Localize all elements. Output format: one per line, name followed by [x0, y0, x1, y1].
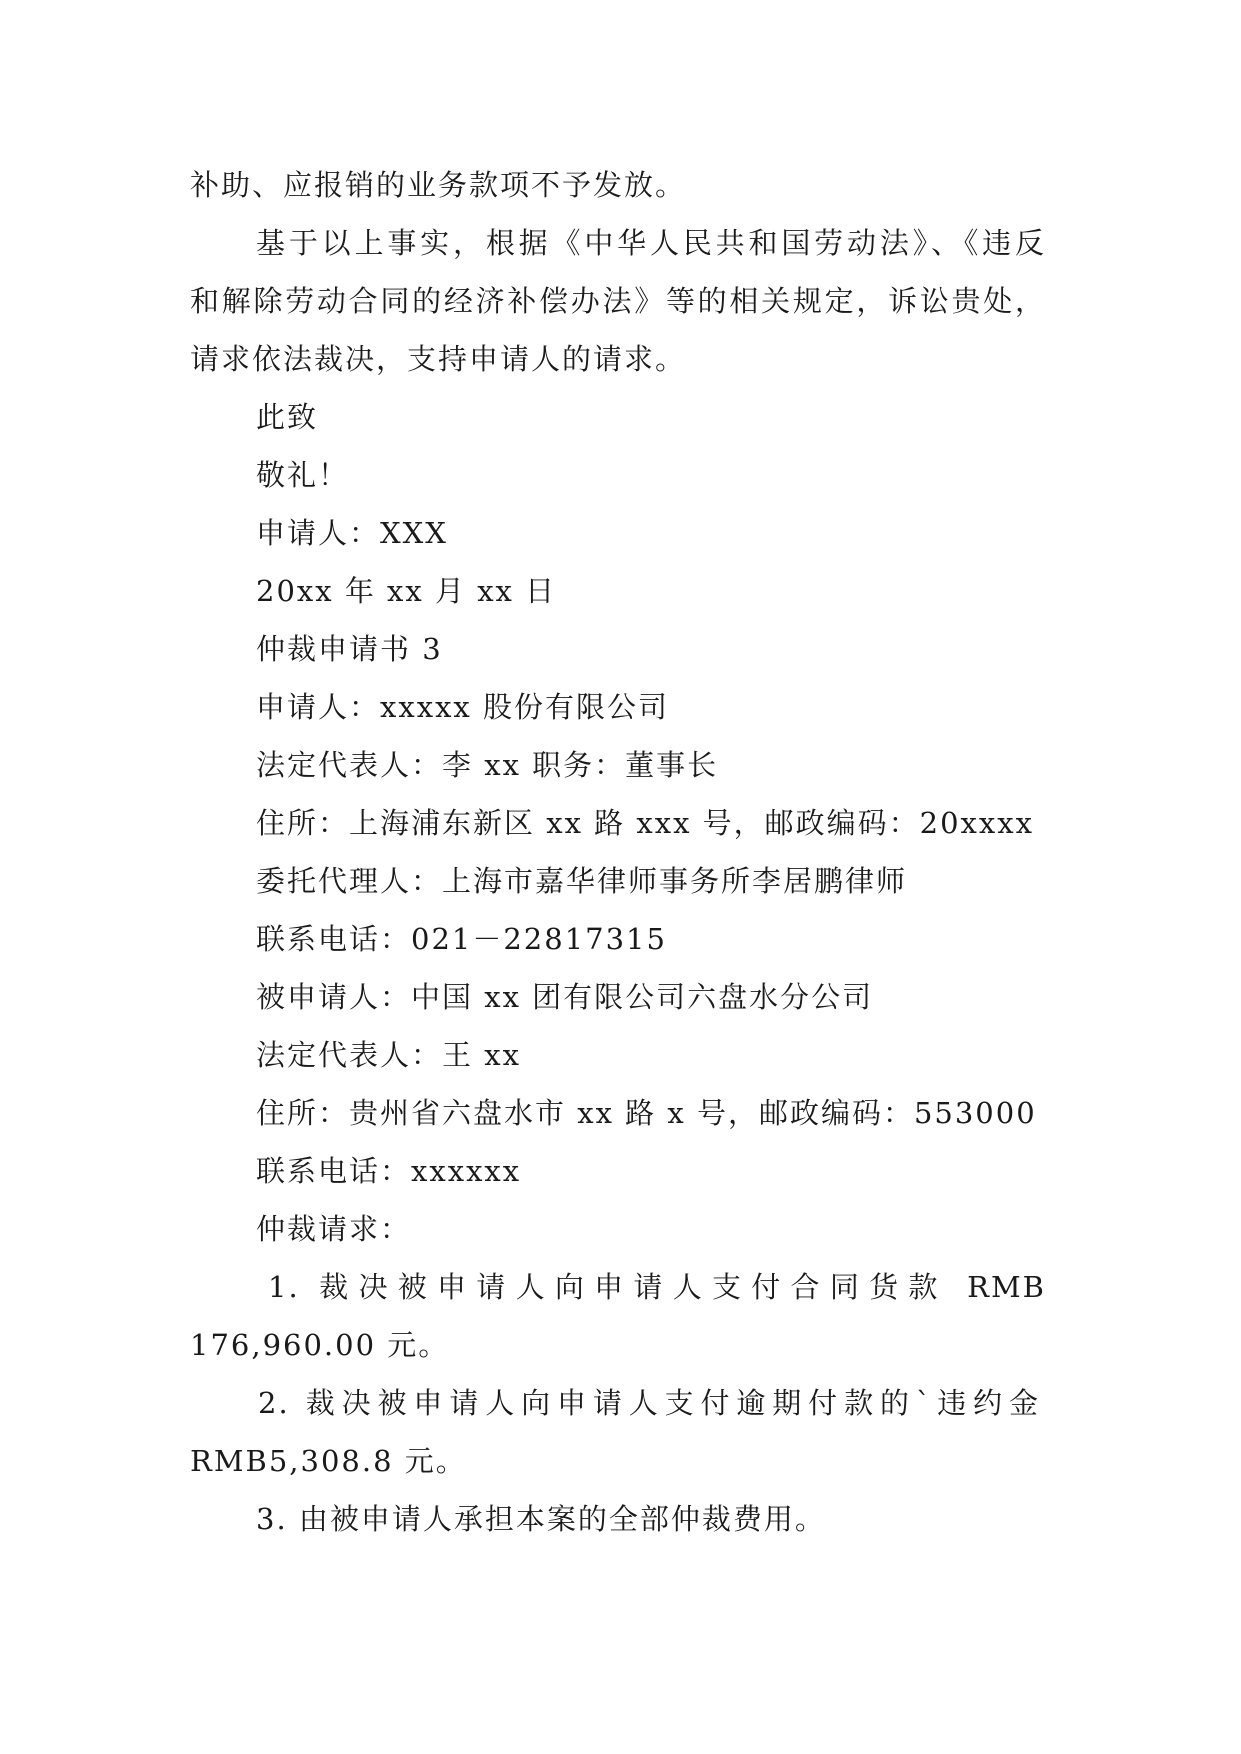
- request-item: 2. 裁决被申请人向申请人支付逾期付款的`违约金: [258, 1386, 1040, 1420]
- request-item: 1. 裁决被申请人向申请人支付合同货款 RMB: [268, 1270, 1046, 1304]
- text-line: 基于以上事实，根据《中华人民共和国劳动法》、《违反: [256, 226, 1046, 260]
- text-line: 申请人：XXX: [256, 516, 448, 550]
- text-line: 申请人：xxxxx 股份有限公司: [256, 690, 669, 724]
- text-line: 住所：贵州省六盘水市 xx 路 x 号，邮政编码：553000: [256, 1096, 1037, 1130]
- section-heading: 仲裁申请书 3: [256, 632, 443, 666]
- text-line: 176,960.00 元。: [190, 1328, 450, 1362]
- text-line: 补助、应报销的业务款项不予发放。: [190, 168, 687, 202]
- text-line: 20xx 年 xx 月 xx 日: [256, 574, 557, 608]
- text-line: 被申请人：中国 xx 团有限公司六盘水分公司: [256, 980, 874, 1014]
- text-line: 住所：上海浦东新区 xx 路 xxx 号，邮政编码：20xxxx: [256, 806, 1034, 840]
- text-line: 联系电话：xxxxxx: [256, 1154, 522, 1188]
- text-line: 敬礼！: [256, 458, 350, 492]
- request-item: 3. 由被申请人承担本案的全部仲裁费用。: [256, 1502, 826, 1536]
- text-line: 联系电话：021－22817315: [256, 922, 667, 956]
- text-line: 请求依法裁决，支持申请人的请求。: [190, 342, 687, 376]
- text-line: RMB5,308.8 元。: [190, 1444, 467, 1478]
- text-line: 法定代表人：王 xx: [256, 1038, 521, 1072]
- text-line: 此致: [256, 400, 319, 434]
- text-line: 法定代表人：李 xx 职务：董事长: [256, 748, 719, 782]
- text-line: 仲裁请求：: [256, 1212, 412, 1246]
- text-line: 委托代理人：上海市嘉华律师事务所李居鹏律师: [256, 864, 908, 898]
- text-line: 和解除劳动合同的经济补偿办法》等的相关规定，诉讼贵处，: [190, 284, 1046, 318]
